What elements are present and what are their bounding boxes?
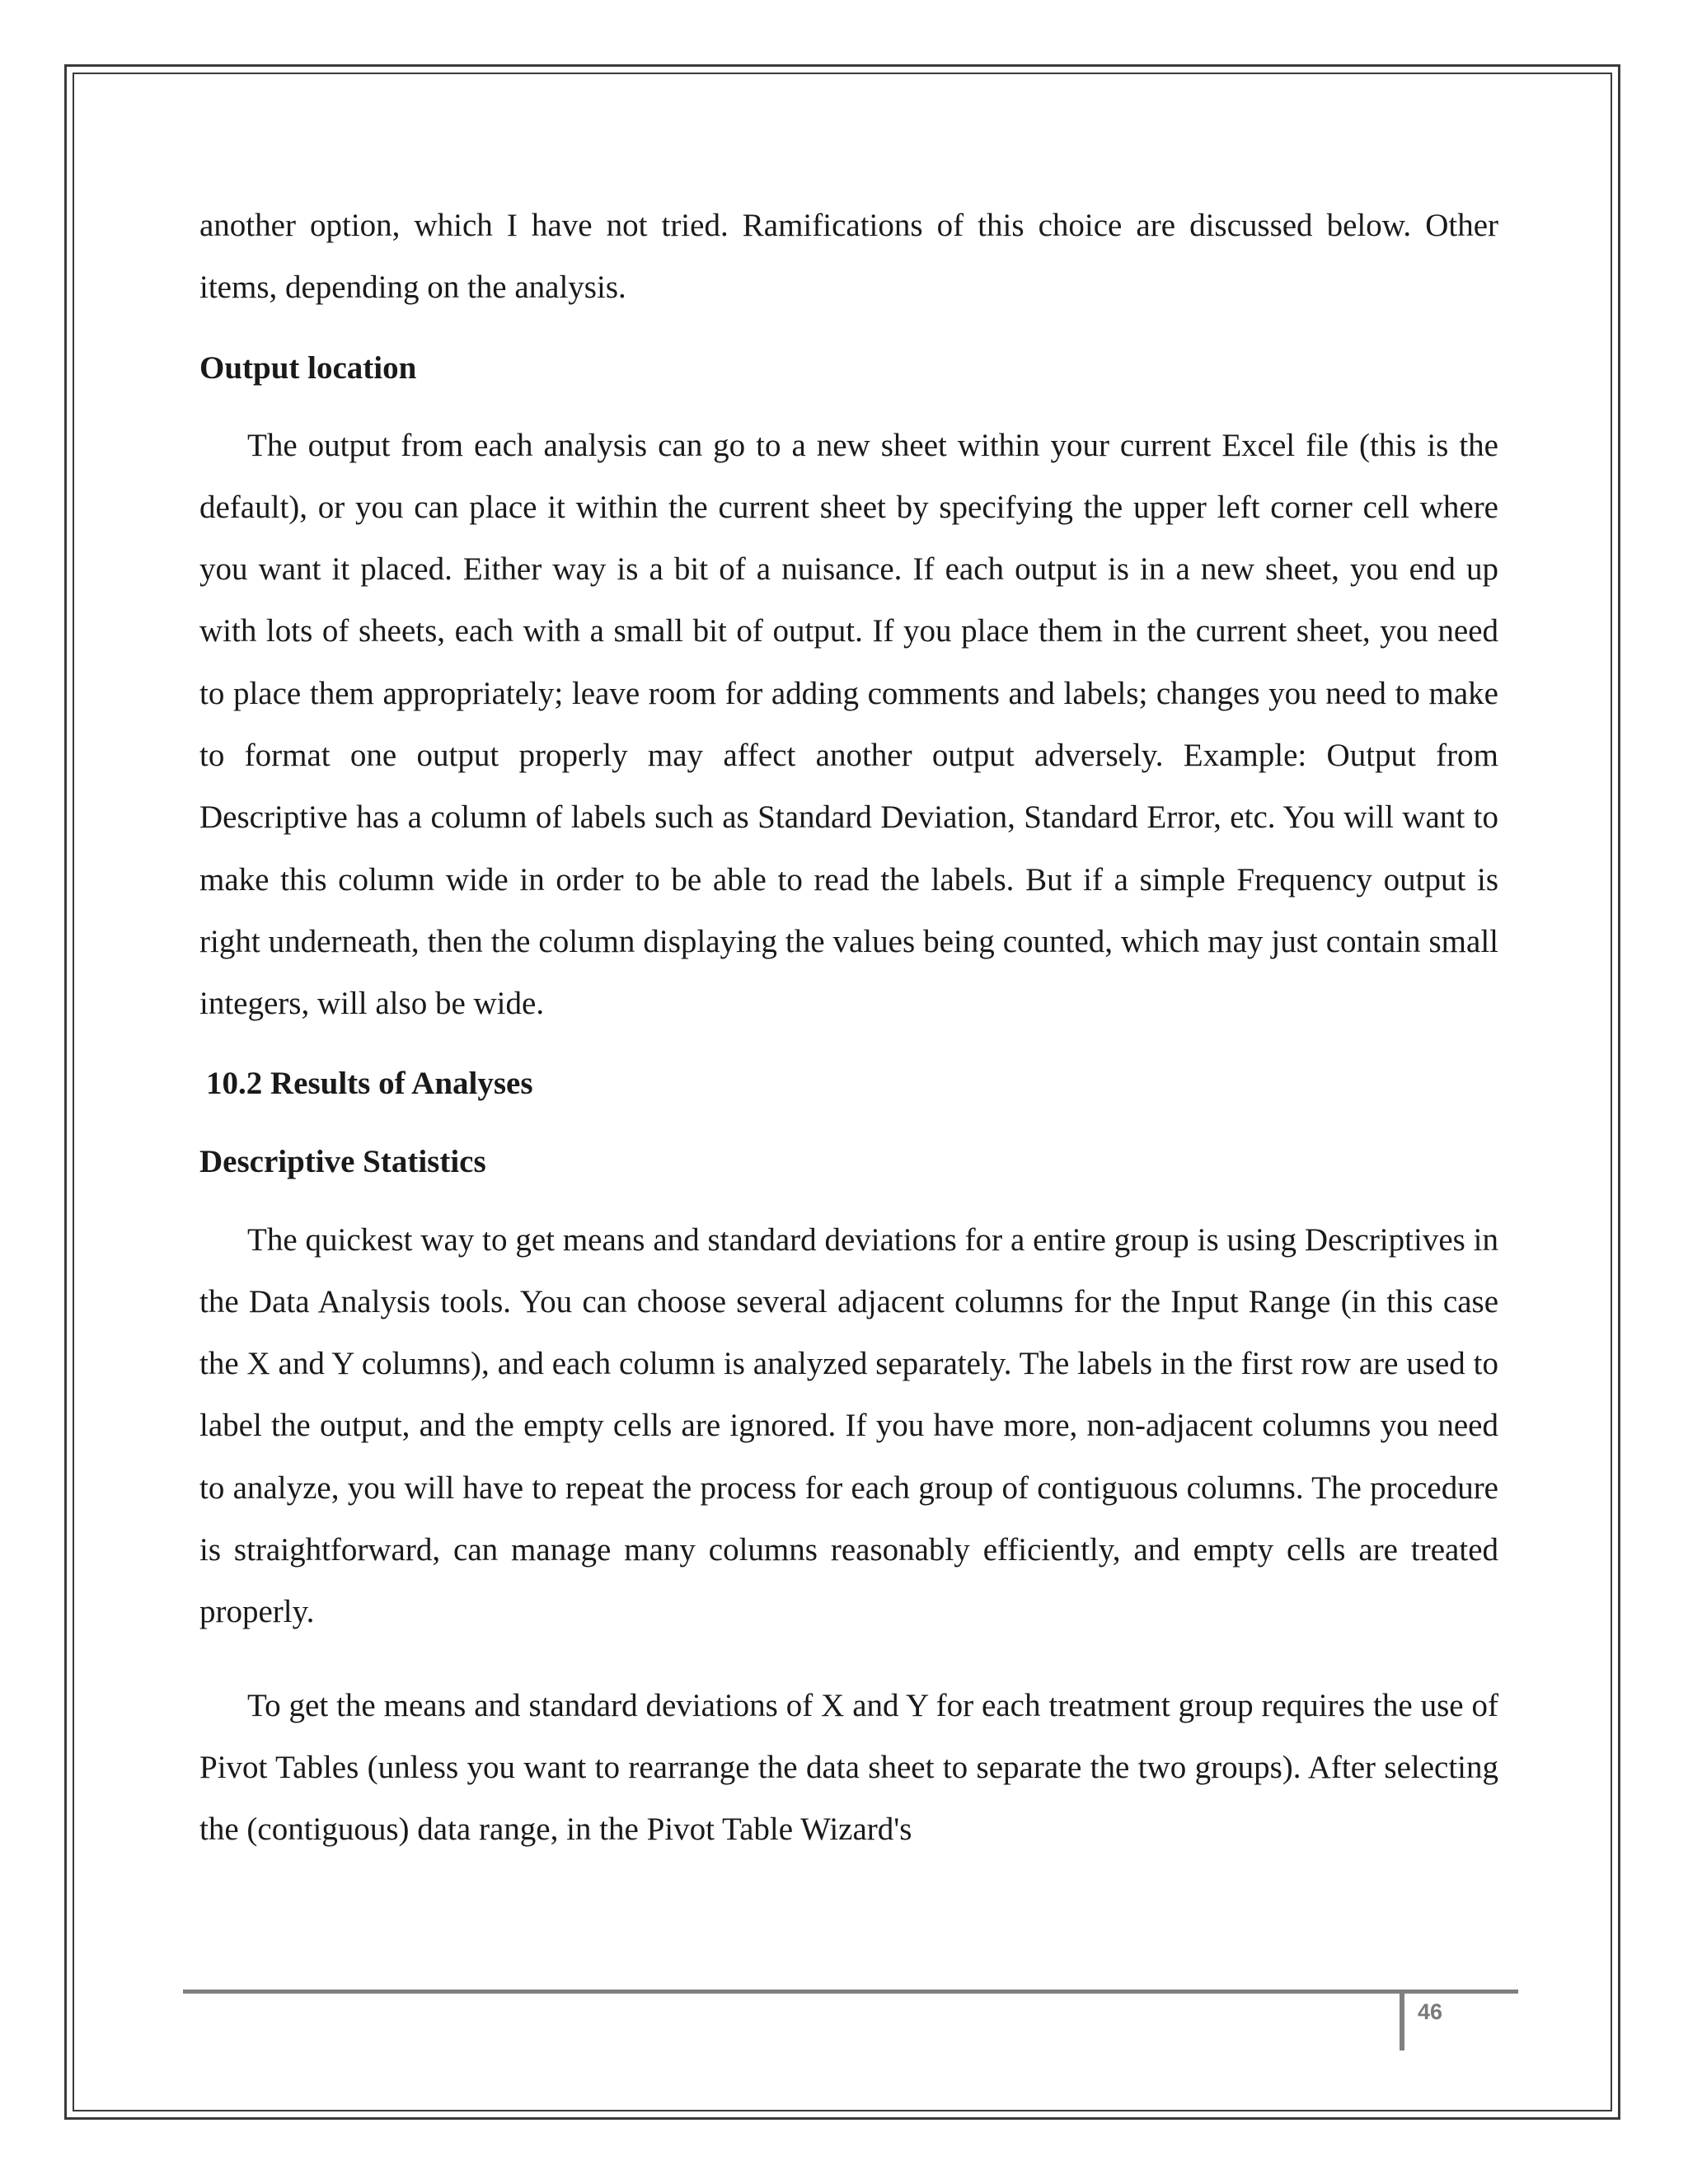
output-location-paragraph: The output from each analysis can go to a new sheet within your current Excel file (this is the default), or you can place it within the current sheet by specifying the upper left corner cell where you want it placed. Either way is a bit of a nuisance. If each output is in a new sheet, you end up with lots of sheets, each with a small bit of output. If you place them in the current sheet, you need to place them appropriately; leave room for adding comments and labels; changes you need to make to format one output properly may affect another output adversely. Example: Output from Descriptive has a column of labels such as Standard Deviation, Standard Error, etc. You will want to make this column wide in order to be able to read the labels. But if a simple Frequency output is right underneath, then the column displaying the values being counted, which may just contain small integers, will also be wide. <box>199 427 1498 1022</box>
descriptive-statistics-paragraph-1: The quickest way to get means and standard deviations for a entire group is using Descriptives in the Data Analysis tools. You can choose several adjacent columns for the Input Range (in this case the X and Y columns), and each column is analyzed separately. The labels in the first row are used to label the output, and the empty cells are ignored. If you have more, non-adjacent columns you need to analyze, you will have to repeat the process for each group of contiguous columns. The procedure is straightforward, can manage many columns reasonably efficiently, and empty cells are treated properly. <box>199 1221 1498 1630</box>
descriptive-statistics-heading: Descriptive Statistics <box>199 1143 486 1179</box>
descriptive-statistics-paragraph-2: To get the means and standard deviations of X and Y for each treatment group requires the use of Pivot Tables (unless you want to rearrange the data sheet to separate the two groups). After selecting the (contiguous) data range, in the Pivot Table Wizard's <box>199 1687 1498 1848</box>
output-location-heading: Output location <box>199 349 417 386</box>
page-number-divider <box>1400 1990 1404 2050</box>
page-content <box>199 194 1498 1861</box>
continuation-paragraph: another option, which I have not tried. Ramifications of this choice are discussed below. Other items, depending on the analysis. <box>199 208 1498 306</box>
footer-rule <box>183 1990 1518 1994</box>
page-number: 46 <box>1418 1999 1443 2024</box>
section-heading: 10.2 Results of Analyses <box>206 1065 533 1101</box>
